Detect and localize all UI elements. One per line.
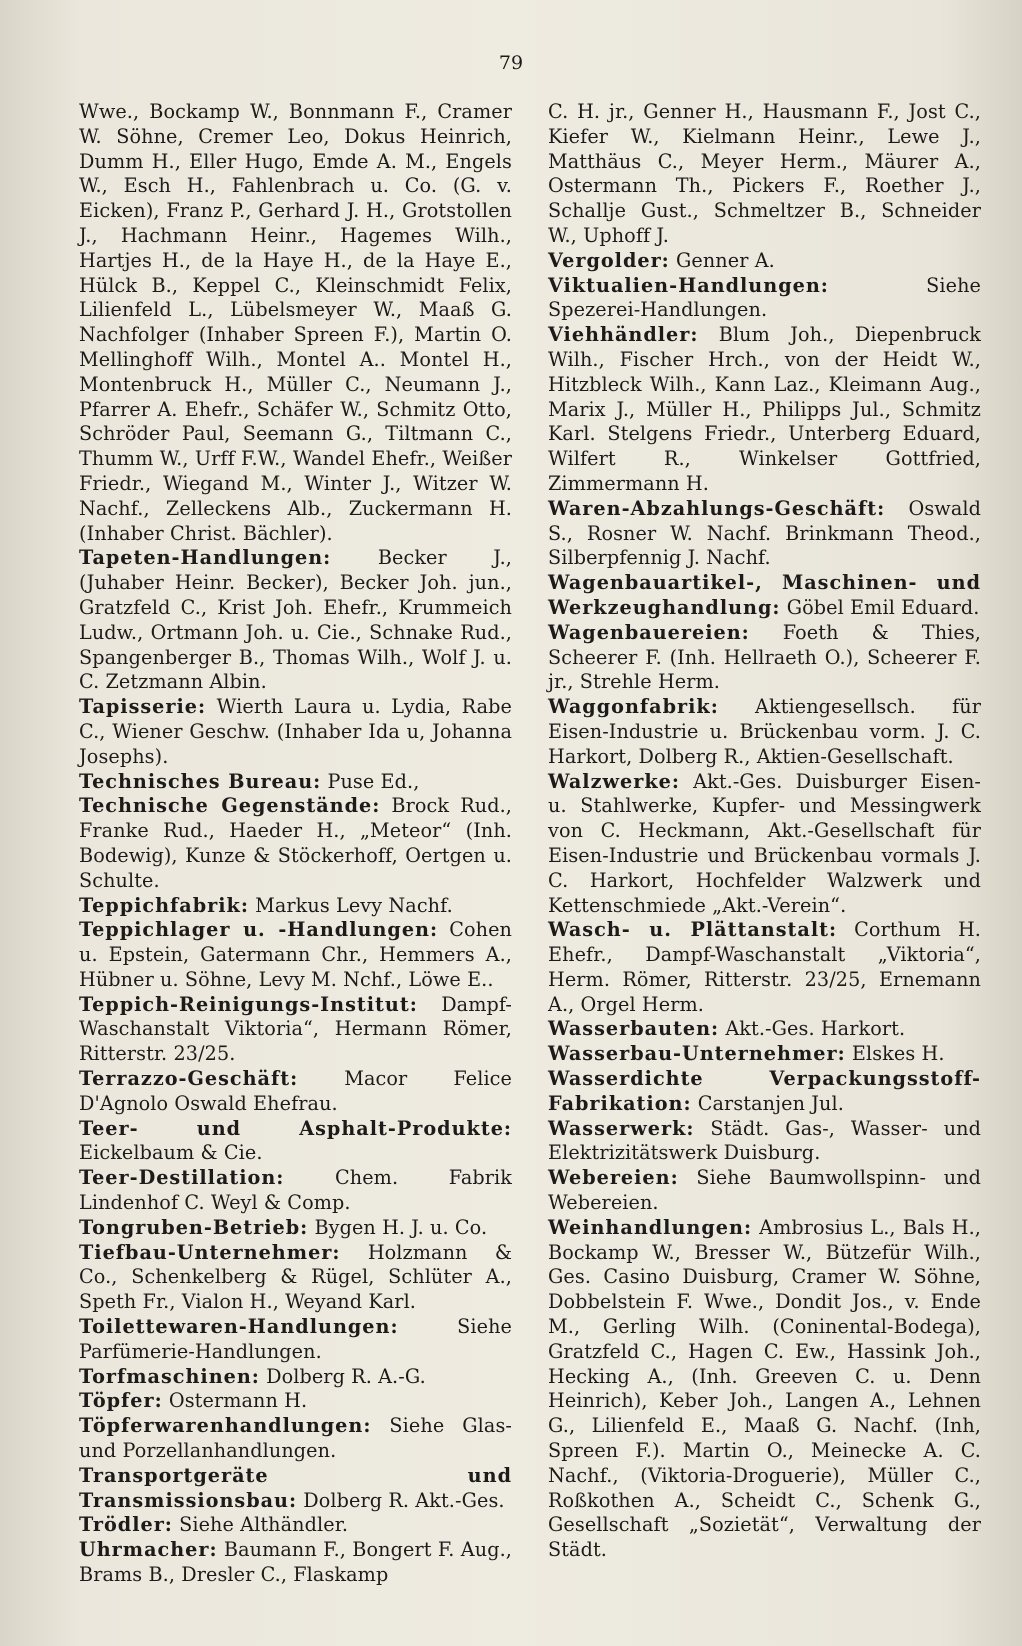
entry-heading: Technische Gegenstände: xyxy=(79,794,381,818)
entry-heading: Technisches Bureau: xyxy=(79,769,322,793)
entry-heading: Wagenbauereien: xyxy=(548,620,750,644)
entry-text: Eickelbaum & Cie. xyxy=(79,1141,263,1165)
directory-entry xyxy=(548,497,981,571)
directory-entry xyxy=(548,323,981,497)
entry-text: Puse Ed., xyxy=(327,769,420,793)
page-number: 79 xyxy=(498,52,524,74)
directory-entry xyxy=(79,1365,512,1390)
right-column xyxy=(548,100,981,1563)
entry-text: Siehe Spezerei-Handlungen. xyxy=(548,273,981,322)
entry-heading: Walzwerke: xyxy=(548,769,680,793)
entry-heading: Wasserdichte Verpackungsstoff-Fabrikation: xyxy=(548,1067,981,1115)
entry-heading: Tapisserie: xyxy=(79,695,207,719)
entry-text: Brock Rud., Franke Rud., Haeder H., „Meteor“ (Inh. Bodewig), Kunze & Stöckerhoff, Oertgen u. Schulte. xyxy=(79,794,513,892)
entry-heading: Waren-Abzahlungs-Geschäft: xyxy=(548,496,886,520)
entry-text: Akt.-Ges. Harkort. xyxy=(725,1017,906,1041)
entry-heading: Tiefbau-Unternehmer: xyxy=(79,1240,341,1264)
directory-entry xyxy=(548,1017,981,1042)
entry-text: Holzmann & Co., Schenkelberg & Rügel, Schlüter A., Speth Fr., Vialon H., Weyand Karl. xyxy=(79,1240,513,1314)
directory-entry xyxy=(548,249,981,274)
entry-heading: Viehhändler: xyxy=(548,323,699,347)
directory-entry xyxy=(548,1042,981,1067)
entry-heading: Torfmaschinen: xyxy=(79,1364,260,1388)
entry-text: Wierth Laura u. Lydia, Rabe C., Wiener Geschw. (Inhaber Ida u, Johanna Josephs). xyxy=(79,695,512,768)
entry-text: Dolberg R. A.-G. xyxy=(266,1364,426,1388)
entry-text: Städt. Gas-, Wasser- und Elektrizitätswerk Duisburg. xyxy=(548,1116,981,1165)
entry-heading: Töpfer: xyxy=(79,1389,163,1413)
entry-heading: Wagenbauartikel-, Maschinen- und Werkzeughandlung: xyxy=(548,571,981,619)
directory-entry xyxy=(548,571,981,621)
entry-heading: Wasserbauten: xyxy=(548,1017,720,1041)
directory-entry xyxy=(79,770,512,795)
entry-text: Ostermann H. xyxy=(168,1389,308,1413)
entry-heading: Terrazzo-Geschäft: xyxy=(79,1067,299,1091)
entry-heading: Teppichlager u. -Handlungen: xyxy=(79,918,439,942)
entry-heading: Tongruben-Betrieb: xyxy=(79,1215,309,1239)
entry-text: Elskes H. xyxy=(851,1042,945,1066)
entry-text: Siehe Althändler. xyxy=(179,1513,349,1537)
directory-entry xyxy=(79,546,512,695)
directory-entry xyxy=(79,100,512,546)
entry-heading: Toilettewaren-Handlungen: xyxy=(79,1315,399,1339)
entry-text: Dampf-Waschanstalt Viktoria“, Hermann Römer, Ritterstr. 23/25. xyxy=(79,992,512,1066)
entry-heading: Transportgeräte und Transmissionsbau: xyxy=(79,1463,512,1512)
directory-entry xyxy=(79,1414,512,1464)
entry-text: Dolberg R. Akt.-Ges. xyxy=(303,1488,505,1512)
entry-text: Genner A. xyxy=(675,248,775,272)
entry-heading: Waggonfabrik: xyxy=(548,695,719,719)
entry-heading: Tapeten-Handlungen: xyxy=(79,546,332,570)
entry-heading: Töpferwarenhandlungen: xyxy=(79,1414,372,1438)
directory-entry xyxy=(548,1067,981,1117)
entry-heading: Vergolder: xyxy=(548,248,670,272)
directory-entry xyxy=(79,1117,512,1167)
entry-text: Siehe Parfümerie-Handlungen. xyxy=(79,1315,512,1363)
entry-text: Aktiengesellsch. für Eisen-Industrie u. Brückenbau vorm. J. C. Harkort, Dolberg R., Aktien-Gesellschaft. xyxy=(548,695,982,768)
directory-entry xyxy=(548,695,981,769)
entry-text: C. H. jr., Genner H., Hausmann F., Jost C., Kiefer W., Kielmann Heinr., Lewe J., Matthäus C., Meyer Herm., Mäurer A., Ostermann Th., Pickers F., Roether J., Schallje Gust., Schmeltzer B., Schneider W., Uphoff J. xyxy=(548,100,981,247)
entry-text: Chem. Fabrik Lindenhof C. Weyl & Comp. xyxy=(79,1166,512,1215)
entry-text: Akt.-Ges. Duisburger Eisen- u. Stahlwerke, Kupfer- und Messingwerk von C. Heckmann, Akt.-Gesellschaft für Eisen-Industrie und Brückenbau vormals J. C. Harkort, Hochfelder Walzwerk und Kettenschmiede „Akt.-Verein“. xyxy=(548,769,981,917)
entry-heading: Wasserwerk: xyxy=(548,1116,695,1140)
directory-entry xyxy=(79,794,512,893)
entry-text: Corthum H. Ehefr., Dampf-Waschanstalt „Viktoria“, Herm. Römer, Ritterstr. 23/25, Ernemann A., Orgel Herm. xyxy=(548,918,981,1016)
directory-entry xyxy=(548,1166,981,1216)
directory-entry xyxy=(548,1216,981,1563)
entry-text: Siehe Glas- und Porzellanhandlungen. xyxy=(79,1414,512,1463)
directory-entry xyxy=(548,918,981,1017)
directory-entry xyxy=(79,918,512,992)
entry-heading: Uhrmacher: xyxy=(79,1538,218,1562)
entry-text: Blum Joh., Diepenbruck Wilh., Fischer Hrch., von der Heidt W., Hitzbleck Wilh., Kann Laz., Kleimann Aug., Marix J., Müller H., Philipps Jul., Schmitz Karl. Stelgens Friedr., Unterberg Eduard, Wilfert R., Winkelser Gottfried, Zimmermann H. xyxy=(548,323,982,495)
entry-heading: Teppich-Reinigungs-Institut: xyxy=(79,992,418,1016)
entry-text: Markus Levy Nachf. xyxy=(255,893,453,917)
entry-text: Foeth & Thies, Scheerer F. (Inh. Hellraeth O.), Scheerer F. jr., Strehle Herm. xyxy=(548,620,981,694)
directory-entry xyxy=(79,1216,512,1241)
entry-heading: Teer-Destillation: xyxy=(79,1166,285,1190)
directory-entry xyxy=(79,1315,512,1365)
directory-entry xyxy=(79,1389,512,1414)
directory-entry xyxy=(79,695,512,769)
entry-heading: Weinhandlungen: xyxy=(548,1215,753,1239)
entry-heading: Viktualien-Handlungen: xyxy=(548,273,829,297)
entry-text: Carstanjen Jul. xyxy=(697,1091,844,1115)
entry-text: Becker J., (Juhaber Heinr. Becker), Becker Joh. jun., Gratzfeld C., Krist Joh. Ehefr., Krummeich Ludw., Ortmann Joh. u. Cie., Schnake Rud., Spangenberger B., Thomas Wilh., Wolf J. u. C. Zetzmann Albin. xyxy=(79,546,513,694)
directory-entry xyxy=(548,621,981,695)
directory-entry xyxy=(79,1067,512,1117)
directory-entry xyxy=(548,770,981,919)
entry-text: Siehe Baumwollspinn- und Webereien. xyxy=(548,1166,982,1215)
entry-heading: Trödler: xyxy=(79,1513,173,1537)
directory-entry xyxy=(548,1117,981,1167)
directory-entry xyxy=(79,1166,512,1216)
directory-entry xyxy=(79,1513,512,1538)
entry-text: Macor Felice D'Agnolo Oswald Ehefrau. xyxy=(79,1067,512,1115)
entry-heading: Wasch- u. Plättanstalt: xyxy=(548,918,838,942)
entry-heading: Teer- und Asphalt-Produkte: xyxy=(79,1116,512,1140)
directory-entry xyxy=(79,1464,512,1514)
entry-heading: Teppichfabrik: xyxy=(79,893,249,917)
left-column xyxy=(79,100,512,1588)
directory-entry xyxy=(79,894,512,919)
entry-heading: Wasserbau-Unternehmer: xyxy=(548,1042,846,1066)
directory-entry xyxy=(79,993,512,1067)
entry-text: Oswald S., Rosner W. Nachf. Brinkmann Theod., Silberpfennig J. Nachf. xyxy=(548,496,981,570)
entry-text: Cohen u. Epstein, Gatermann Chr., Hemmers A., Hübner u. Söhne, Levy M. Nchf., Löwe E.. xyxy=(79,918,512,991)
entry-text: Ambrosius L., Bals H., Bockamp W., Bresser W., Bützefür Wilh., Ges. Casino Duisburg, Cramer W. Söhne, Dobbelstein F. Wwe., Dondit Jos., v. Ende M., Gerling Wilh. (Coninental-Bodega), Gratzfeld C., Hagen C. Ew., Hassink Joh., Hecking A., (Inh. Greeven C. u. Denn Heinrich), Keber Joh., Langen A., Lehnen G., Lilienfeld E., Maaß G. Nachf. (Inh, Spreen F.). Martin O., Meinecke A. C. Nachf., (Viktoria-Droguerie), Müller C., Roßkothen A., Scheidt C., Schenk G., Gesellschaft „Sozietät“, Verwaltung der Städt. xyxy=(548,1215,981,1562)
directory-entry xyxy=(548,100,981,249)
directory-entry xyxy=(548,274,981,324)
entry-text: Baumann F., Bongert F. Aug., Brams B., Dresler C., Flaskamp xyxy=(79,1538,512,1587)
entry-text: Bygen H. J. u. Co. xyxy=(314,1215,488,1239)
directory-entry xyxy=(79,1538,512,1588)
directory-entry xyxy=(79,1241,512,1315)
entry-text: Göbel Emil Eduard. xyxy=(786,595,980,619)
entry-text: Wwe., Bockamp W., Bonnmann F., Cramer W. Söhne, Cremer Leo, Dokus Heinrich, Dumm H., Eller Hugo, Emde A. M., Engels W., Esch H., Fahlenbrach u. Co. (G. v. Eicken), Franz P., Gerhard J. H., Grotstollen J., Hachmann Heinr., Hagemes Wilh., Hartjes H., de la Haye H., de la Haye E., Hülck B., Keppel C., Kleinschmidt Felix, Lilienfeld L., Lübelsmeyer W., Maaß G. Nachfolger (Inhaber Spreen F.), Martin O. Mellinghoff Wilh., Montel A.. Montel H., Montenbruck H., Müller C., Neumann J., Pfarrer A. Ehefr., Schäfer W., Schmitz Otto, Schröder Paul, Seemann G., Tiltmann C., Thumm W., Urff F.W., Wandel Ehefr., Weißer Friedr., Wiegand M., Winter J., Witzer W. Nachf., Zelleckens Alb., Zuckermann H. (Inhaber Christ. Bächler). xyxy=(79,100,512,545)
entry-heading: Webereien: xyxy=(548,1166,679,1190)
